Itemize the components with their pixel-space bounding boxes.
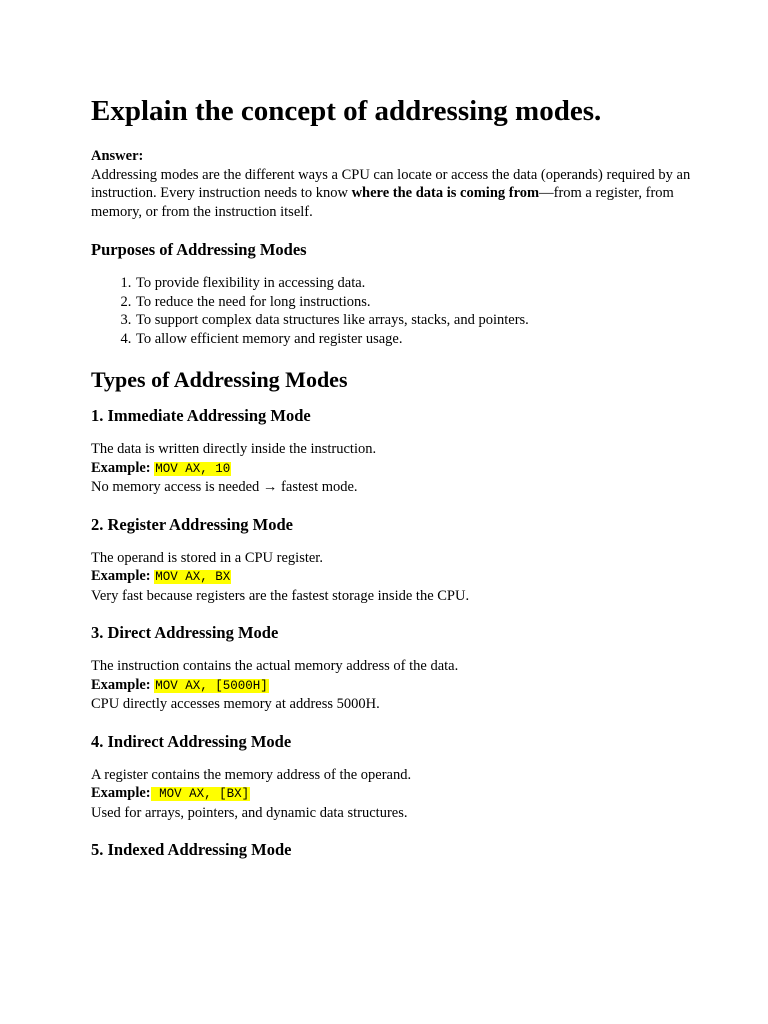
mode-body bbox=[91, 657, 691, 714]
mode-immediate bbox=[91, 405, 691, 497]
list-item: 1. To provide flexibility in accessing data. bbox=[135, 274, 691, 293]
mode-heading: 4. Indirect Addressing Mode bbox=[91, 731, 292, 751]
mode-example bbox=[91, 784, 691, 804]
mode-indirect bbox=[91, 731, 691, 823]
mode-description: The data is written directly inside the instruction. bbox=[91, 441, 377, 457]
answer-block bbox=[91, 147, 691, 221]
page-title: Explain the concept of addressing modes. bbox=[91, 95, 602, 127]
mode-example bbox=[91, 676, 691, 696]
answer-bold-text: where the data is coming from bbox=[351, 185, 540, 201]
mode-heading: 2. Register Addressing Mode bbox=[91, 514, 293, 534]
mode-heading: 5. Indexed Addressing Mode bbox=[91, 840, 292, 859]
mode-note: No memory access is needed → fastest mode. bbox=[91, 479, 358, 495]
example-label: Example: bbox=[91, 459, 151, 476]
answer-paragraph bbox=[91, 166, 691, 222]
purposes-list bbox=[91, 274, 691, 348]
mode-body bbox=[91, 440, 691, 497]
mode-body bbox=[91, 549, 691, 606]
mode-description: The instruction contains the actual memory address of the data. bbox=[91, 658, 459, 674]
mode-heading: 1. Immediate Addressing Mode bbox=[91, 406, 311, 425]
mode-indexed bbox=[91, 839, 691, 861]
example-label: Example: bbox=[91, 676, 151, 693]
mode-example bbox=[91, 567, 691, 587]
example-label: Example: bbox=[91, 568, 151, 584]
answer-label: Answer: bbox=[91, 148, 144, 164]
example-label: Example: bbox=[91, 785, 151, 801]
list-item: 3. To support complex data structures like arrays, stacks, and pointers. bbox=[135, 311, 691, 330]
example-code: MOV AX, 10 bbox=[155, 461, 231, 476]
example-code: MOV AX, [5000H] bbox=[155, 678, 268, 693]
example-code: MOV AX, BX bbox=[155, 570, 231, 584]
mode-heading: 3. Direct Addressing Mode bbox=[91, 623, 279, 642]
mode-example bbox=[91, 459, 691, 479]
example-code bbox=[151, 787, 251, 801]
mode-direct bbox=[91, 622, 691, 714]
list-item: 4. To allow efficient memory and register usage. bbox=[135, 330, 691, 349]
mode-note: Used for arrays, pointers, and dynamic data structures. bbox=[91, 804, 408, 821]
purposes-heading: Purposes of Addressing Modes bbox=[91, 240, 307, 259]
document-page bbox=[91, 90, 691, 861]
answer-text-end: —from a register, from memory, or from the instruction itself. bbox=[91, 185, 674, 220]
types-heading: Types of Addressing Modes bbox=[91, 367, 348, 392]
answer-text-start: Addressing modes are the different ways a CPU can locate or access the data (operands) required by an instruction. Every instruction needs to know bbox=[91, 166, 691, 201]
example-code-text: MOV AX, [BX] bbox=[159, 787, 250, 801]
mode-body bbox=[91, 766, 691, 823]
mode-description: A register contains the memory address of the operand. bbox=[91, 766, 412, 783]
mode-note: CPU directly accesses memory at address 5000H. bbox=[91, 696, 380, 712]
mode-register bbox=[91, 514, 691, 606]
list-item: 2. To reduce the need for long instructions. bbox=[135, 293, 691, 312]
mode-description: The operand is stored in a CPU register. bbox=[91, 549, 323, 566]
mode-note: Very fast because registers are the fastest storage inside the CPU. bbox=[91, 587, 470, 604]
